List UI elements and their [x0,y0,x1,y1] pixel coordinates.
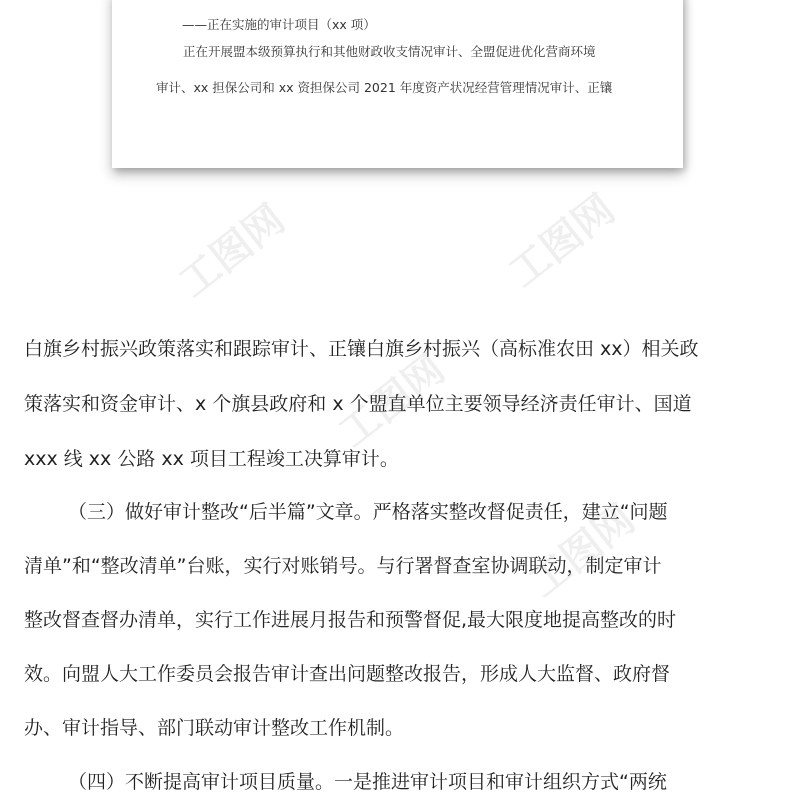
card-line-3: 审计、xx 担保公司和 xx 资担保公司 2021 年度资产状况经营管理情况审计、正镶 [156,80,613,95]
watermark: 工图网 [170,196,294,307]
watermark: 工图网 [500,186,624,297]
body-line: 策落实和资金审计、x 个旗县政府和 x 个盟直单位主要领导经济责任审计、国道 [24,393,692,415]
body-line: 白旗乡村振兴政策落实和跟踪审计、正镶白旗乡村振兴（高标准农田 xx）相关政 [24,338,699,360]
watermark: 工图网 [520,496,644,607]
body-line: 办、审计指导、部门联动审计整改工作机制。 [24,717,405,739]
card-line-heading: ——正在实施的审计项目（xx 项） [182,17,376,32]
document-preview-card [112,0,683,168]
section-three-heading-line: （三）做好审计整改“后半篇”文章。严格落实整改督促责任，建立“问题 [68,501,668,523]
body-line: 效。向盟人大工作委员会报告审计查出问题整改报告，形成人大监督、政府督 [24,663,671,685]
body-line: 整改督查督办清单，实行工作进展月报告和预警督促,最大限度地提高整改的时 [24,609,677,631]
body-line: xxx 线 xx 公路 xx 项目工程竣工决算审计。 [24,448,399,470]
card-line-2: 正在开展盟本级预算执行和其他财政收支情况审计、全盟促进优化营商环境 [183,44,596,59]
body-line: 清单”和“整改清单”台账，实行对账销号。与行署督查室协调联动，制定审计 [24,555,662,577]
section-four-heading-line: （四）不断提高审计项目质量。一是推进审计项目和审计组织方式“两统 [68,771,667,793]
watermark: 工图网 [330,346,454,457]
